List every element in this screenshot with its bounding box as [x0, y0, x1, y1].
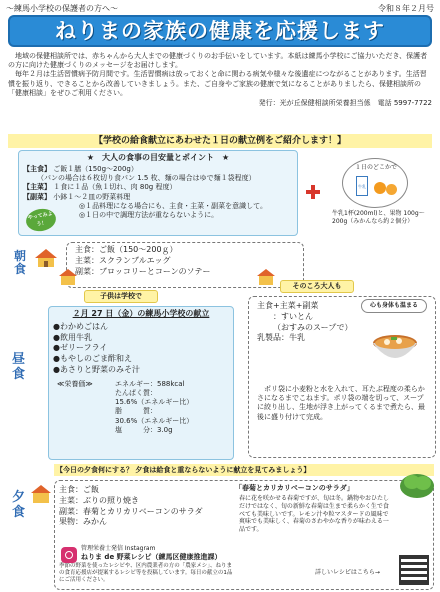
dinner-item-2: 主菜：ぶりの照り焼き — [59, 495, 139, 505]
guide-text-bread: （パンの場合は６枚切り食パン 1.5 枚、麺の場合はゆで麺１袋程度） — [37, 174, 256, 183]
dinner-item-3: 副菜：春菊とカリカリベーコンのサラダ — [59, 506, 203, 516]
nutrition-energy-label: エネルギー： — [115, 379, 157, 388]
orange-icon — [374, 182, 386, 194]
house-icon-dinner — [30, 484, 52, 504]
kids-tag: 子供は学校で — [84, 290, 158, 303]
guide-label-staple: 【主食】 — [23, 164, 51, 173]
qr-code[interactable] — [399, 555, 429, 585]
plus-icon — [305, 184, 321, 200]
salad-desc: 春に花を咲かせる春菊ですが、旬は冬。鍋物やおひたしだけではなく、旬の新鮮な春菊は生まで柔らかく生で食べても美味しいです。レモン汁や粒マスタードの風味で爽味でも美味しく、春菊のさわやかな香りが味わえる一品です。 — [239, 495, 390, 534]
nutrition — [57, 380, 233, 435]
to-parents: ～練馬小学校の保護者の方へ～ — [6, 4, 118, 13]
insta-name: ねりま de 野菜レシピ（練馬区健康推進課） — [81, 552, 222, 561]
daily-note: 牛乳1杯(200ml)と、果物 100g～200g（みかんなら約２個分） — [332, 210, 425, 225]
menu-title: ２月 27 日（金）の練馬小学校の献立 — [72, 309, 210, 318]
adult-bubble: 心も身体も温まる — [361, 299, 427, 313]
breakfast-item-1: 主食：ご飯（150～200ｇ） — [75, 245, 178, 254]
house-icon — [34, 248, 58, 268]
guide-label-main: 【主菜】 — [23, 183, 51, 192]
nutrition-fat-label: 脂 質： — [115, 407, 157, 416]
lettuce-icon — [398, 468, 436, 500]
dinner-item-1: 主食：ご飯 — [59, 485, 99, 494]
intro — [8, 52, 432, 130]
kids-lunch-box — [48, 306, 234, 460]
salad-title: 「春菊とカリカリベーコンのサラダ」 — [235, 484, 354, 492]
insta-label: 管理栄養士発信 Instagram — [81, 545, 156, 552]
guide-note-2: ◎１日の中で調理方法が重ならないように。 — [79, 210, 219, 219]
nutrition-salt-label: 塩 分： — [115, 425, 157, 434]
adult-lunch-box — [248, 296, 436, 458]
nutrition-title: ≪栄養価≫ — [57, 379, 93, 388]
dinner-header: 【今日の夕食何にする？ 夕食は給食と重ならないように献立を見てみましょう】 — [54, 464, 434, 476]
daily-box — [328, 158, 432, 236]
adult-desc: ポリ袋に小麦粉と水を入れて、耳たぶ程度の柔らかさになるまでこねます。ポリ袋の端を切って、スープに絞り出し、生地が浮き上がってくるまで煮たら、最後に盛り付けて完成。 — [257, 385, 425, 421]
issue-date: 令和８年２月号 — [378, 4, 434, 13]
banner: 【学校の給食献立にあわせた１日の献立例をご紹介します！】 — [8, 134, 432, 148]
house-icon-adult — [256, 268, 276, 286]
nutrition-protein-value: 15.6%（エネルギー比） — [115, 398, 194, 407]
guide-box — [18, 150, 298, 236]
insta-desc: 季節の野菜を使ったレシピや、区内農業者の方の「農家メシ」、ねりまの食育応援店が提案するレシピ等を投稿しています。毎日の献立の1品にご活用ください。 — [59, 563, 233, 584]
guide-label-side: 【副菜】 — [23, 192, 51, 201]
menu-item-4: ●もやしのごま酢和え — [53, 354, 132, 364]
intro-paragraph-2: 毎年２月は生活習慣病予防月間です。生活習慣病は放っておくと命に関わる病気や様々な後遺症につながることがあります。生活習慣を振り返り、できることから改善していきましょう。また、ご自身やご家族の健康で気になることがありましたら、保健相談所の「健康相談」をぜひご利用ください。 — [8, 70, 427, 97]
nutrition-salt-value: 3.0g — [157, 425, 173, 434]
menu-item-1: ●わかめごはん — [53, 321, 108, 331]
nutrition-protein-label: たんぱく質： — [115, 389, 157, 398]
menu-item-2: ●飲用牛乳 — [53, 332, 92, 342]
milk-carton-icon: 牛乳 — [356, 176, 368, 196]
adult-item-1: 主食+主菜+副菜 — [257, 301, 319, 310]
guide-text-staple: ご飯１膳（150g～200g） — [53, 164, 138, 173]
lunch-label: 昼食 — [12, 352, 26, 382]
guide-note-1: ◎１品料理になる場合にも、主食・主菜・副菜を意識して。 — [79, 201, 267, 210]
sticker-try: やってみよう！ — [24, 207, 57, 234]
soup-bowl-icon — [369, 319, 421, 371]
dinner-label: 夕食 — [12, 490, 26, 520]
salad-link[interactable]: 詳しいレシピはこちら→ — [315, 569, 380, 576]
menu-item-3: ●ゼリーフライ — [53, 343, 108, 353]
intro-paragraph-1: 地域の保健相談所では、赤ちゃんから大人までの健康づくりのお手伝いをしています。本紙は練馬小学校にご協力いただき、保護者の方に向けた健康づくりのメッセージをお届けします。 — [8, 52, 428, 70]
adult-item-2: ：すいとん — [273, 311, 313, 321]
guide-text-main: １食に１品（魚１切れ、肉 80g 程度） — [53, 183, 177, 192]
menu-item-5: ●あさりと野菜のみそ汁 — [53, 364, 140, 374]
dinner-item-4: 果物：みかん — [59, 517, 107, 527]
page-title: ねりまの家族の健康を応援します — [55, 19, 385, 43]
adult-item-3: （おすみのスープで） — [273, 322, 353, 332]
title-banner — [8, 15, 432, 47]
daily-label: １日のどこかで — [354, 164, 397, 171]
school-icon — [58, 268, 78, 286]
nutrition-fat-value: 30.6%（エネルギー比） — [115, 416, 194, 425]
adult-tag: そのころ大人も — [280, 280, 354, 293]
adult-item-4: 乳製品：牛乳 — [257, 333, 305, 343]
guide-text-side: 小鉢１～２皿の野菜料理 — [53, 192, 131, 201]
sender: 発行：光が丘保健相談所栄養担当係 電話 5997-7722 — [258, 99, 432, 108]
insta-box — [59, 545, 237, 589]
breakfast-label: 朝食 — [14, 249, 27, 276]
nutrition-energy-value: 588kcal — [157, 379, 185, 388]
breakfast-item-3: 副菜：ブロッコリーとコーンのソテー — [75, 266, 211, 276]
breakfast-item-2: 主菜：スクランブルエッグ — [75, 255, 171, 265]
orange-icon-2 — [386, 184, 397, 195]
guide-title: ★ 大人の食事の目安量とポイント ★ — [86, 153, 230, 162]
instagram-icon — [61, 547, 77, 563]
dinner-box — [54, 480, 434, 590]
